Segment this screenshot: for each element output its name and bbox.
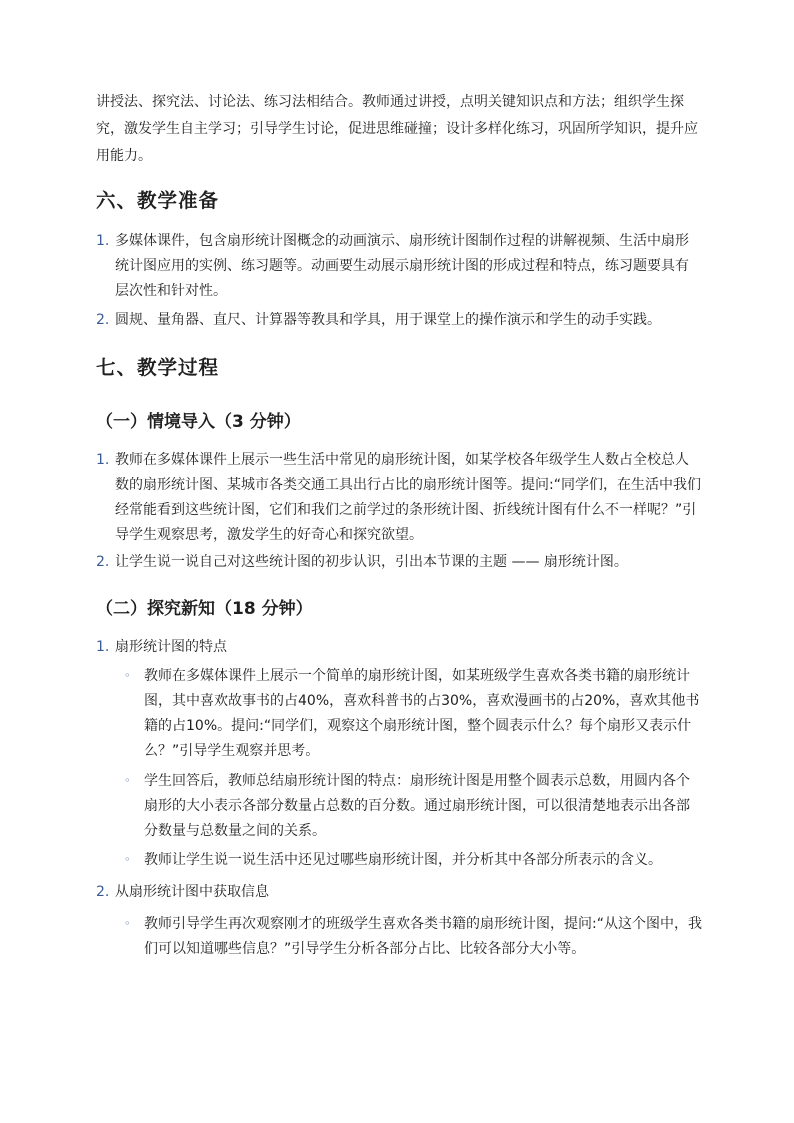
subsection-heading: （一）情境导入（3 分钟） <box>96 412 301 432</box>
list-number: 1. <box>96 639 110 655</box>
list-item-text: 扇形统计图的特点 <box>115 639 227 655</box>
section-6-heading: 六、教学准备 <box>96 189 220 212</box>
sub-list-item-text: 教师让学生说一说生活中还见过哪些扇形统计图，并分析其中各部分所表示的含义。 <box>144 852 662 868</box>
sub-list-item-text: 学生回答后，教师总结扇形统计图的特点：扇形统计图是用整个圆表示总数，用圆内各个扇形的大小表示各部分数量占总数的百分数。通过扇形统计图，可以很清楚地表示出各部分数量与总数量之间的关系。 <box>144 773 690 839</box>
bullet-icon: ◦ <box>124 774 131 787</box>
list-item-text: 让学生说一说自己对这些统计图的初步认识，引出本节课的主题 —— 扇形统计图。 <box>115 554 628 570</box>
subsection-heading: （二）探究新知（18 分钟） <box>96 599 313 619</box>
list-item-text: 多媒体课件，包含扇形统计图概念的动画演示、扇形统计图制作过程的讲解视频、生活中扇形统计图应用的实例、练习题等。动画要生动展示扇形统计图的形成过程和特点，练习题要具有层次性和针对性。 <box>115 233 689 299</box>
bullet-icon: ◦ <box>124 669 131 682</box>
intro-paragraph: 讲授法、探究法、讨论法、练习法相结合。教师通过讲授，点明关键知识点和方法；组织学生探究，激发学生自主学习；引导学生讨论，促进思维碰撞；设计多样化练习，巩固所学知识，提升应用能力。 <box>96 94 698 164</box>
sub-list-item <box>120 912 702 962</box>
list-item <box>96 308 702 333</box>
bullet-icon: ◦ <box>124 853 131 866</box>
list-number: 2. <box>96 312 110 328</box>
bullet-icon: ◦ <box>124 917 131 930</box>
list-item <box>96 229 702 304</box>
list-item <box>96 550 702 575</box>
list-number: 1. <box>96 452 110 468</box>
list-item <box>96 635 702 660</box>
sub-list-item <box>120 848 702 873</box>
sub-list-item <box>120 769 702 844</box>
list-number: 2. <box>96 554 110 570</box>
section-7-heading: 七、教学过程 <box>96 356 220 379</box>
list-item-text: 圆规、量角器、直尺、计算器等教具和学具，用于课堂上的操作演示和学生的动手实践。 <box>115 312 661 328</box>
sub-list-item-text: 教师在多媒体课件上展示一个简单的扇形统计图，如某班级学生喜欢各类书籍的扇形统计图，其中喜欢故事书的占40%，喜欢科普书的占30%，喜欢漫画书的占20%，喜欢其他书籍的占10%。提问:“同学们，观察这个扇形统计图，整个圆表示什么？每个扇形又表示什么？”引导学生观察并思考。 <box>144 668 700 759</box>
list-item <box>96 448 702 548</box>
list-number: 1. <box>96 233 110 249</box>
sub-list-item-text: 教师引导学生再次观察刚才的班级学生喜欢各类书籍的扇形统计图，提问:“从这个图中，我们可以知道哪些信息？”引导学生分析各部分占比、比较各部分大小等。 <box>144 916 702 957</box>
list-item-text: 教师在多媒体课件上展示一些生活中常见的扇形统计图，如某学校各年级学生人数占全校总人数的扇形统计图、某城市各类交通工具出行占比的扇形统计图等。提问:“同学们，在生活中我们经常能看到这些统计图，它们和我们之前学过的条形统计图、折线统计图有什么不一样呢？”引导学生观察思考，激发学生的好奇心和探究欲望。 <box>115 452 701 543</box>
list-number: 2. <box>96 884 110 900</box>
list-item <box>96 880 702 905</box>
list-item-text: 从扇形统计图中获取信息 <box>115 884 269 900</box>
sub-list-item <box>120 664 702 764</box>
